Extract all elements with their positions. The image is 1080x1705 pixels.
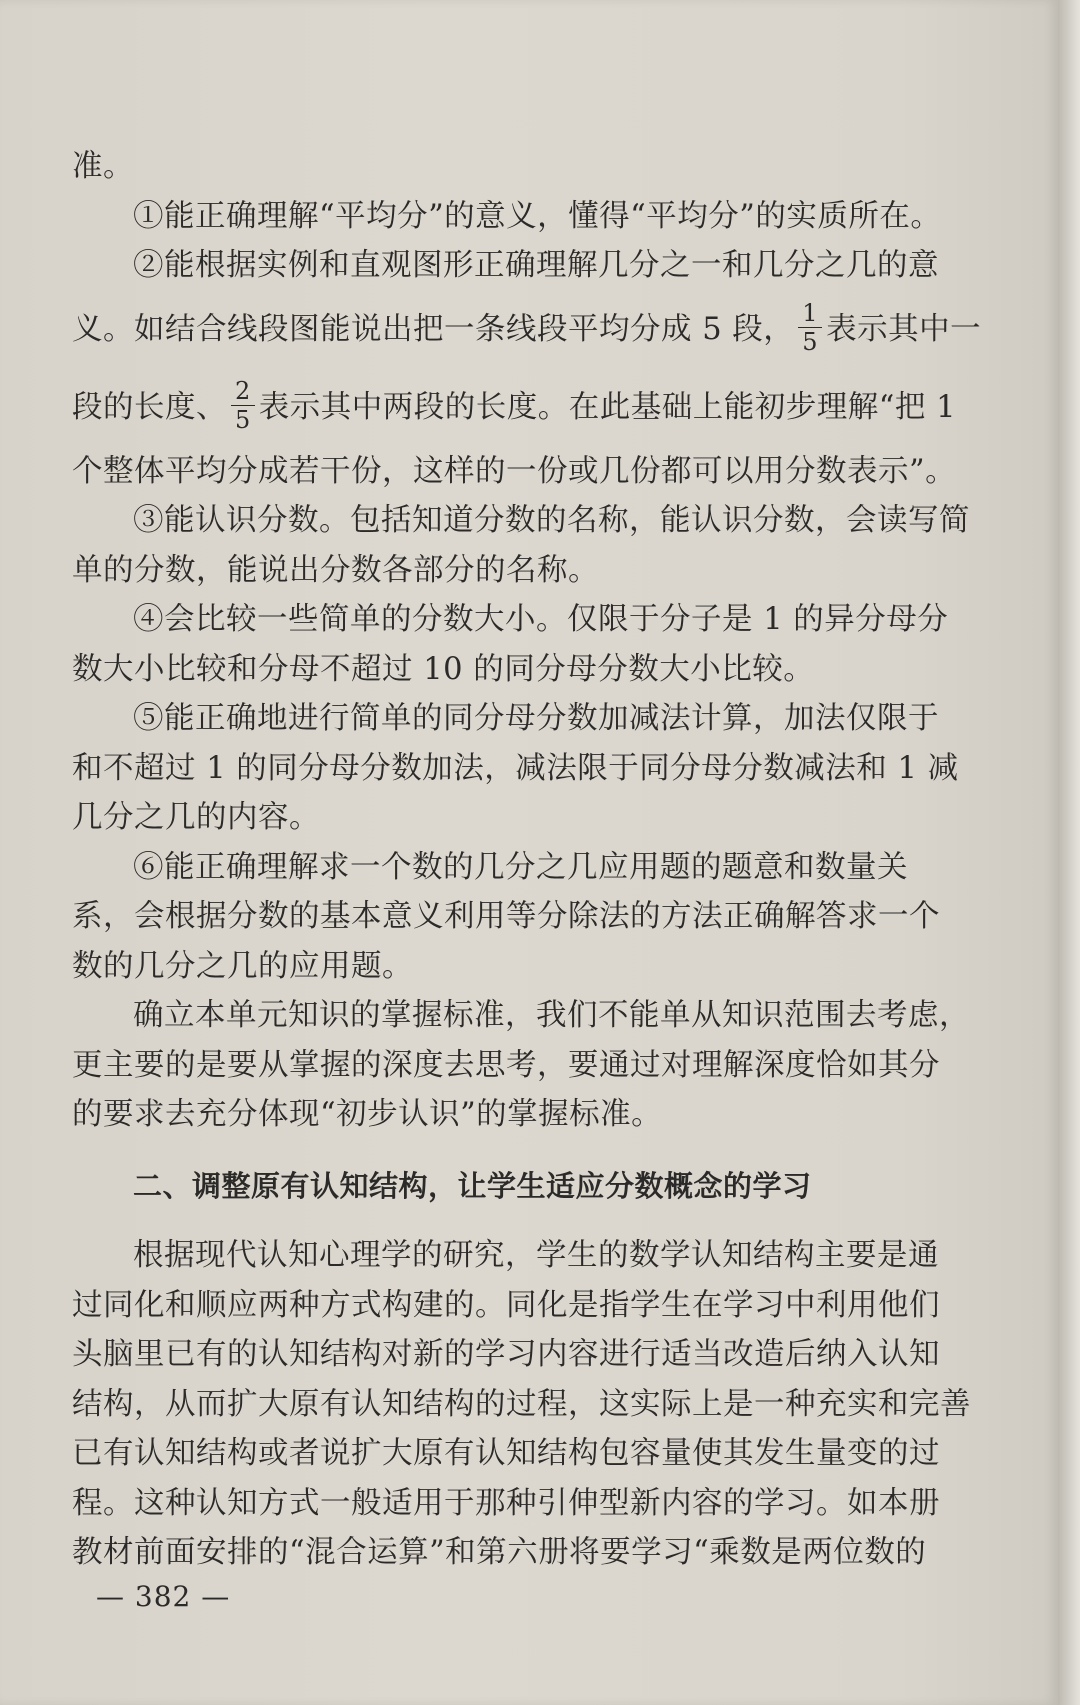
fraction-numerator: 1	[798, 301, 822, 328]
text-line: 单的分数，能说出分数各部分的名称。	[72, 552, 599, 588]
section-heading: 二、调整原有认知结构，让学生适应分数概念的学习	[133, 1168, 812, 1203]
text-line: ④会比较一些简单的分数大小。仅限于分子是 1 的异分母分	[133, 602, 949, 637]
text-line: ③能认识分数。包括知道分数的名称，能认识分数，会读写简	[133, 503, 970, 538]
text-line: 教材前面安排的“混合运算”和第六册将要学习“乘数是两位数的	[72, 1535, 927, 1570]
text-line: ②能根据实例和直观图形正确理解几分之一和几分之几的意	[133, 248, 939, 283]
fraction-numerator: 2	[231, 379, 255, 406]
text-line: 准。	[72, 149, 134, 184]
text-line: 的要求去充分体现“初步认识”的掌握标准。	[72, 1097, 663, 1132]
fraction-denominator: 5	[802, 328, 819, 356]
text-segment: 义。如结合线段图能说出把一条线段平均分成 5 段，	[72, 311, 795, 347]
text-line: ①能正确理解“平均分”的意义，懂得“平均分”的实质所在。	[133, 198, 942, 234]
text-line: 几分之几的内容。	[72, 800, 320, 835]
text-line: 已有认知结构或者说扩大原有认知结构包容量使其发生量变的过	[72, 1436, 940, 1471]
page-number: — 382 —	[96, 1580, 231, 1613]
text-line: 过同化和顺应两种方式构建的。同化是指学生在学习中利用他们	[72, 1287, 940, 1323]
fraction-denominator: 5	[235, 406, 251, 434]
text-line: 程。这种认知方式一般适用于那种引伸型新内容的学习。如本册	[72, 1485, 940, 1521]
page-edge	[1058, 0, 1080, 1705]
text-line: 根据现代认知心理学的研究，学生的数学认知结构主要是通	[133, 1238, 939, 1273]
fraction-one-fifth	[798, 301, 822, 354]
text-line: ⑥能正确理解求一个数的几分之几应用题的题意和数量关	[133, 849, 908, 885]
text-line: 结构，从而扩大原有认知结构的过程，这实际上是一种充实和完善	[72, 1386, 971, 1422]
text-segment: 表示其中一	[826, 311, 982, 347]
text-segment: 表示其中两段的长度。在此基础上能初步理解“把 1	[258, 389, 956, 425]
text-line: 头脑里已有的认知结构对新的学习内容进行适当改造后纳入认知	[72, 1337, 940, 1372]
text-line: 个整体平均分成若干份，这样的一份或几份都可以用分数表示”。	[72, 453, 957, 489]
text-segment: 段的长度、	[72, 389, 227, 425]
text-line: 更主要的是要从掌握的深度去思考，要通过对理解深度恰如其分	[72, 1047, 940, 1083]
text-line-with-fraction	[72, 369, 992, 447]
fraction-two-fifths	[231, 379, 255, 432]
text-line: 系，会根据分数的基本意义利用等分除法的方法正确解答求一个	[72, 899, 940, 934]
text-line: ⑤能正确地进行简单的同分母分数加减法计算，加法仅限于	[133, 701, 939, 736]
text-line: 和不超过 1 的同分母分数加法，减法限于同分母分数减法和 1 减	[72, 750, 959, 786]
text-line: 数的几分之几的应用题。	[72, 948, 413, 984]
text-line: 确立本单元知识的掌握标准，我们不能单从知识范围去考虑，	[133, 998, 970, 1033]
text-line: 数大小比较和分母不超过 10 的同分母分数大小比较。	[72, 651, 815, 687]
page-body	[72, 142, 992, 1578]
text-line-with-fraction	[72, 291, 992, 369]
